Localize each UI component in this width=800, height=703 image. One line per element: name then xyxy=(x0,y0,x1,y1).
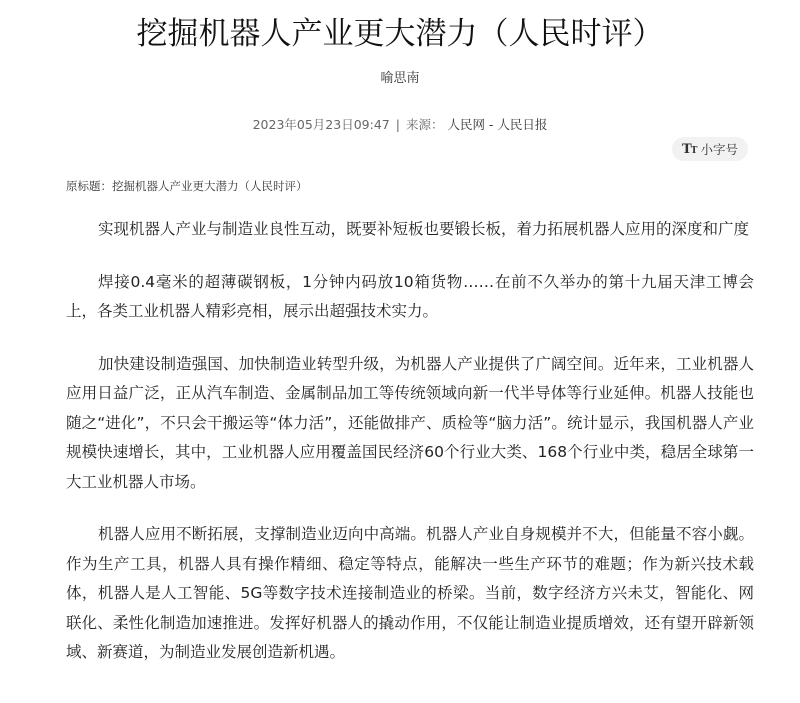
article-paragraph: 加快建设制造强国、加快制造业转型升级，为机器人产业提供了广阔空间。近年来，工业机器人应用日益广泛，正从汽车制造、金属制品加工等传统领域向新一代半导体等行业延伸。机器人技能也随之“进化”，不只会干搬运等“体力活”，还能做排产、质检等“脑力活”。统计显示，我国机器人产业规模快速增长，其中，工业机器人应用覆盖国民经济60个行业大类、168个行业中类，稳居全球第一大工业机器人市场。 xyxy=(66,354,754,491)
article-paragraph: 实现机器人产业与制造业良性互动，既要补短板也要锻长板，着力拓展机器人应用的深度和广度 xyxy=(98,220,750,238)
source-link[interactable]: 人民网 - 人民日报 xyxy=(447,117,548,132)
article-paragraph: 焊接0.4毫米的超薄碳钢板，1分钟内码放10箱货物……在前不久举办的第十九届天津工博会上，各类工业机器人精彩亮相，展示出超强技术实力。 xyxy=(66,272,754,320)
article-paragraph: 机器人应用不断拓展，支撑制造业迈向中高端。机器人产业自身规模并不大，但能量不容小觑。作为生产工具，机器人具有操作精细、稳定等特点，能解决一些生产环节的难题；作为新兴技术载体，机器人是人工智能、5G等数字技术连接制造业的桥梁。当前，数字经济方兴未艾，智能化、网联化、柔性化制造加速推进。发挥好机器人的撬动作用，不仅能让制造业提质增效，还有望开辟新领域、新赛道，为制造业发展创造新机遇。 xyxy=(66,525,754,661)
font-size-toggle-label: 小字号 xyxy=(700,142,738,157)
original-title xyxy=(66,178,308,194)
original-title-text: 挖掘机器人产业更大潜力（人民时评） xyxy=(112,179,308,193)
article-body xyxy=(66,215,754,691)
article-title: 挖掘机器人产业更大潜力（人民时评） xyxy=(136,16,664,52)
source-label: 来源： xyxy=(405,117,444,132)
article-author: 喻思南 xyxy=(380,71,420,86)
article-meta xyxy=(0,116,800,134)
meta-separator: | xyxy=(395,117,400,132)
font-size-toggle-button[interactable] xyxy=(672,137,748,161)
text-size-icon: TT xyxy=(682,141,697,157)
original-title-label: 原标题： xyxy=(66,179,112,193)
publish-datetime: 2023年05月23日09:47 xyxy=(252,117,390,132)
